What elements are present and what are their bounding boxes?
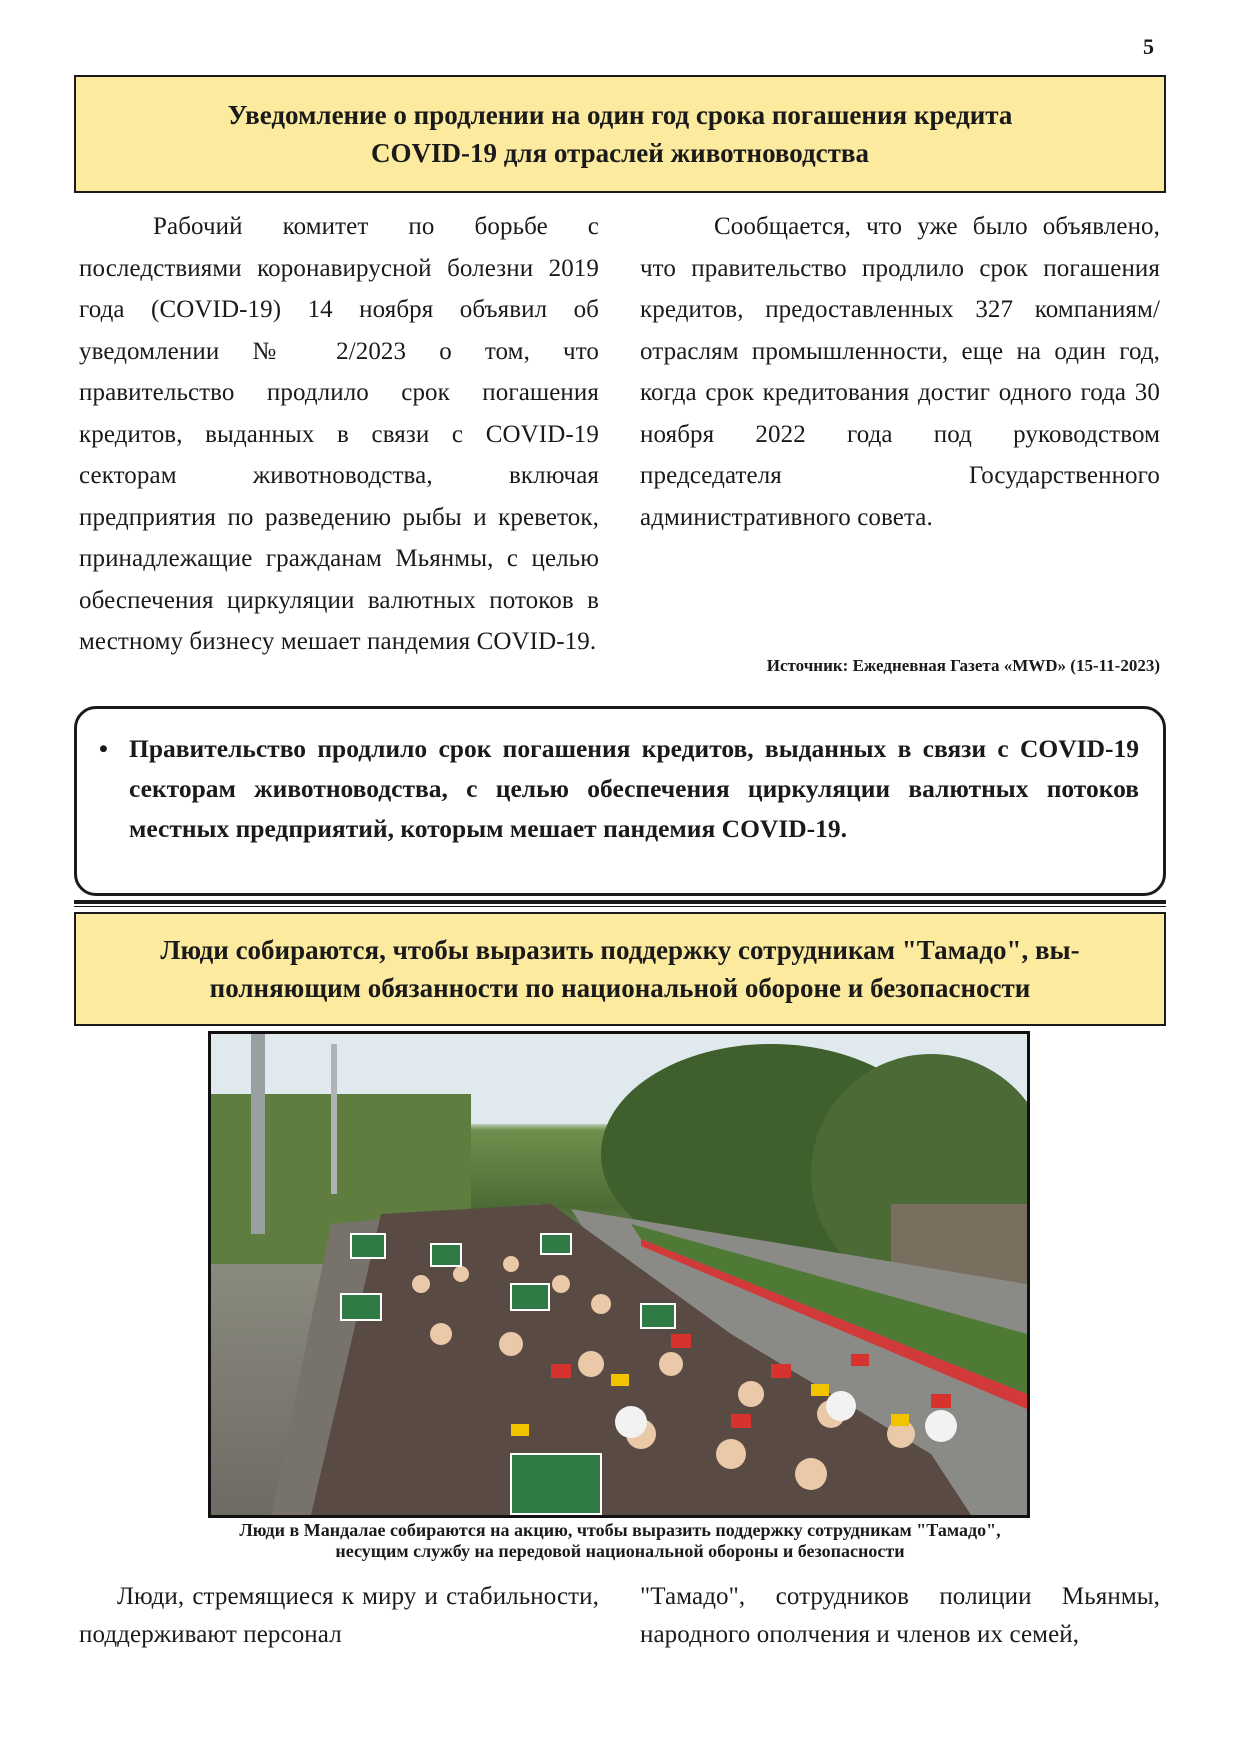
article-title-2-line-2: полняющим обязанности по национальной обороне и безопасности — [209, 973, 1031, 1003]
photo-caption — [150, 1520, 1090, 1562]
article-title-2-line-1: Люди собираются, чтобы выразить поддержку сотрудникам "Тамадо", вы- — [160, 935, 1080, 965]
article-title-2 — [74, 912, 1166, 1026]
article-title-line-1: Уведомление о продлении на один год срока погашения кредита — [227, 100, 1013, 130]
article-2-column-right: "Тамадо", сотрудников полиции Мьянмы, народного ополчения и членов их семей, — [640, 1583, 1160, 1648]
summary-box — [74, 706, 1166, 896]
summary-text: Правительство продлило срок погашения кредитов, выданных в связи с COVID-19 секторам животноводства, с целью обеспечения циркуляции валютных потоков местных предприятий, которым мешает пандемия COVID-19. — [129, 734, 1139, 843]
section-divider-thick — [74, 900, 1166, 904]
article-column-right: Сообщается, что уже было объявлено, что правительство продлило срок погашения кредитов, предоставленных 327 компаниям/отраслям промышленности, еще на один год, когда срок кредитования достиг одного года 30 ноября 2022 года под руководством председателя Государственного административного совета. — [640, 213, 1160, 531]
article-source: Источник: Ежедневная Газета «MWD» (15-11-2023) — [766, 656, 1160, 675]
photo-caption-line-2: несущим службу на передовой национальной обороны и безопасности — [335, 1541, 905, 1561]
rally-photo-illustration — [211, 1034, 1027, 1515]
rally-photo — [208, 1031, 1030, 1518]
article-2-column-left: Люди, стремящиеся к миру и стабильности, поддерживают персонал — [79, 1583, 599, 1648]
page-number: 5 — [1143, 34, 1154, 59]
article-title — [74, 75, 1166, 193]
section-divider-thin — [74, 906, 1166, 907]
article-column-left: Рабочий комитет по борьбе с последствиями коронавирусной болезни 2019 года (COVID-19) 14 ноября объявил об уведомлении № 2/2023 о том, что правительство продлило срок погашения кредитов, выданных в связи с COVID-19 секторам животноводства, включая предприятия по разведению рыбы и креветок, принадлежащие гражданам Мьянмы, с целью обеспечения циркуляции валютных потоков в местному бизнесу мешает пандемия COVID-19. — [79, 213, 599, 655]
article-title-line-2: COVID-19 для отраслей животноводства — [370, 138, 869, 168]
photo-caption-line-1: Люди в Мандалае собираются на акцию, чтобы выразить поддержку сотрудникам "Тамадо", — [239, 1520, 1001, 1540]
bullet-icon: • — [99, 734, 108, 763]
